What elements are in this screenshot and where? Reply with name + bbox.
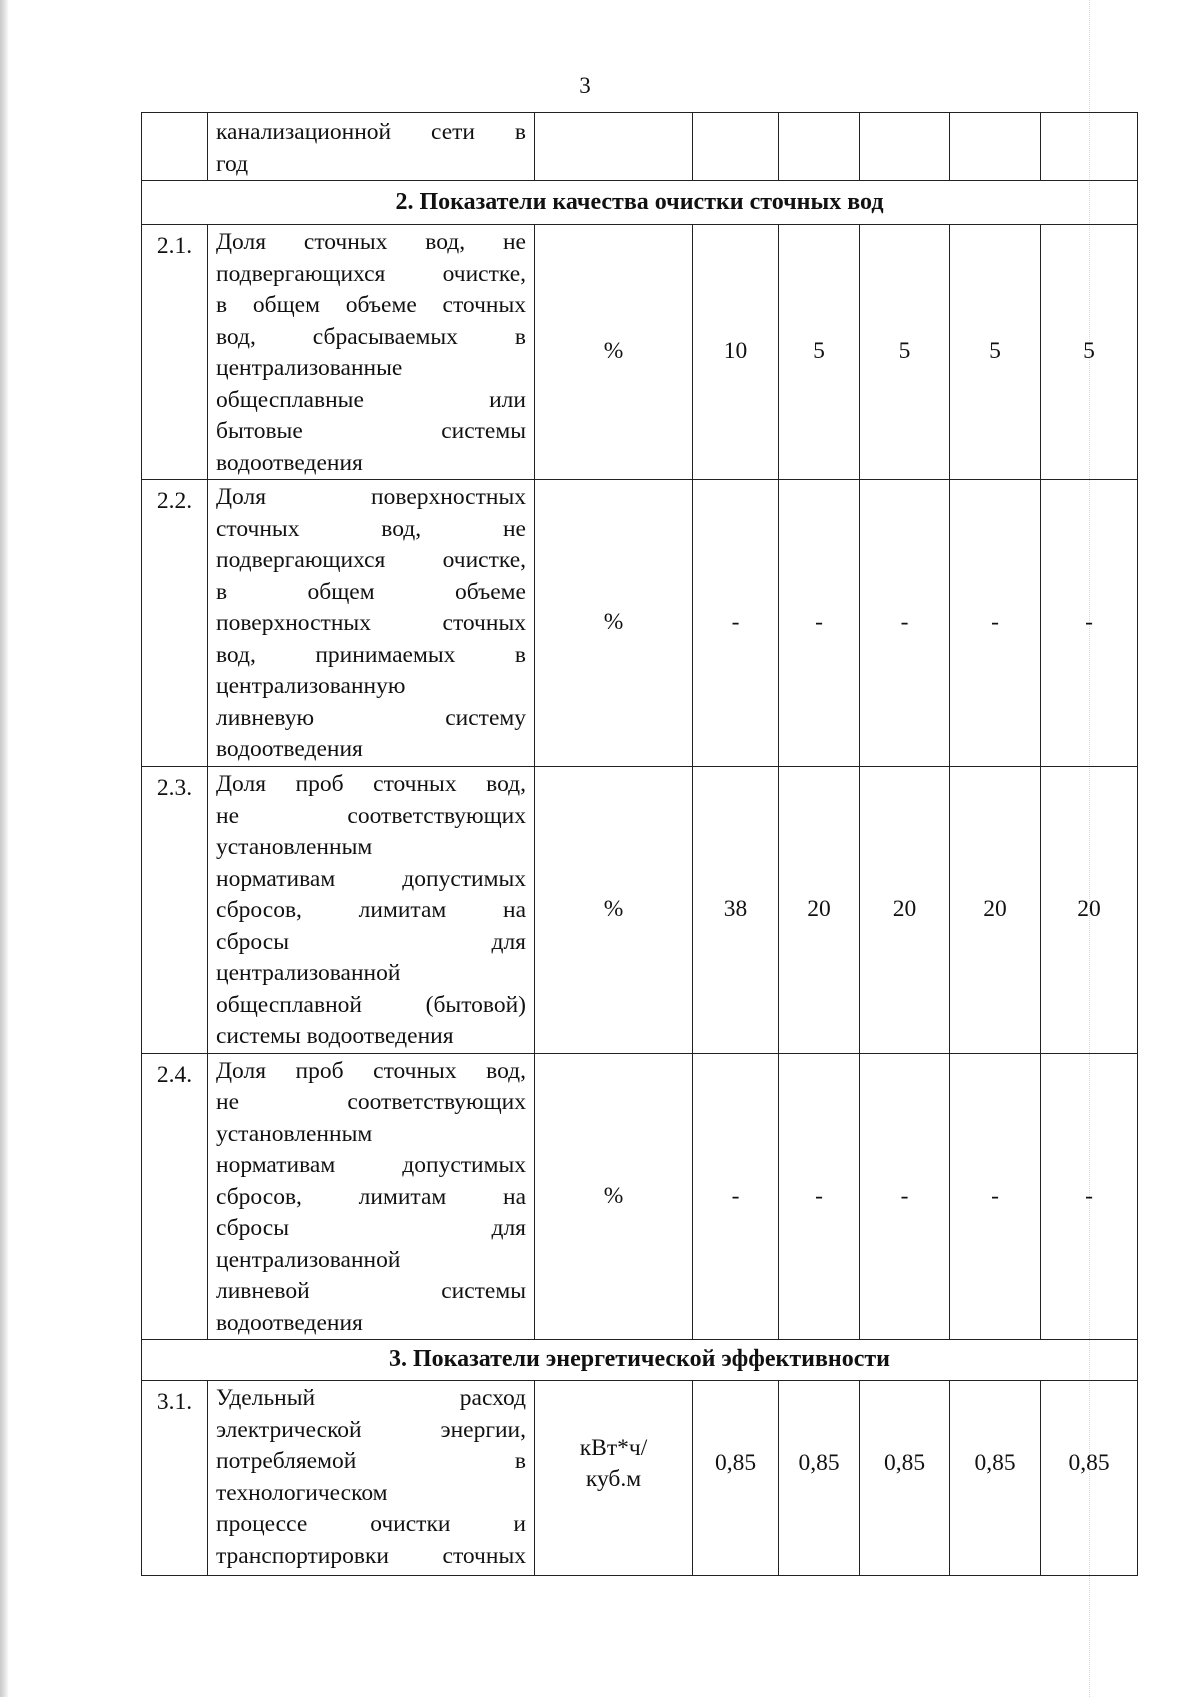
indicator-text-line: сбросов, лимитам на	[216, 897, 526, 923]
scan-edge-left	[0, 0, 9, 1697]
indicator-text-line: системы водоотведения	[216, 1023, 454, 1049]
table-row	[142, 1053, 1138, 1340]
table-row	[142, 225, 1138, 480]
cell-value: 5	[1041, 225, 1138, 480]
indicator-text-line: канализационной сети в	[216, 119, 526, 145]
indicator-text-line: установленным	[216, 834, 373, 860]
cell-value: -	[693, 1053, 779, 1340]
table-row-continuation	[142, 113, 1138, 181]
cell-value	[950, 113, 1041, 181]
indicator-text-line: ливневой системы	[216, 1278, 526, 1304]
indicator-text-line: нормативам допустимых	[216, 865, 526, 892]
cell-num: 2.1.	[142, 225, 208, 480]
cell-value: 0,85	[779, 1381, 860, 1576]
indicator-text-line: технологическом	[216, 1479, 388, 1506]
indicator-text-line: подвергающихся очистке,	[216, 260, 526, 287]
indicator-text-line: транспортировки сточных	[216, 1542, 526, 1569]
cell-value	[860, 113, 950, 181]
indicator-text-line: в общем объеме сточных	[216, 292, 526, 318]
section-title: 3. Показатели энергетической эффективности	[142, 1340, 1138, 1381]
cell-value: -	[693, 480, 779, 767]
indicator-text-line: бытовые системы	[216, 418, 526, 444]
cell-num	[142, 113, 208, 181]
cell-value: 5	[779, 225, 860, 480]
cell-value	[1041, 113, 1138, 181]
cell-value: 5	[860, 225, 950, 480]
cell-indicator-name	[208, 1053, 535, 1340]
cell-value: 0,85	[693, 1381, 779, 1576]
cell-unit	[535, 1381, 693, 1576]
indicator-text-line: сточных вод, не	[216, 515, 526, 542]
cell-value: 20	[950, 767, 1041, 1054]
indicator-text-line: централизованные	[216, 355, 403, 381]
cell-value: 10	[693, 225, 779, 480]
unit-line: куб.м	[585, 1466, 642, 1492]
indicator-text-line: Доля проб сточных вод,	[216, 771, 526, 797]
indicator-text-line: нормативам допустимых	[216, 1152, 526, 1178]
indicator-text-line: общесплавные или	[216, 386, 526, 413]
indicator-text-line: водоотведения	[216, 1309, 363, 1336]
cell-value: 5	[950, 225, 1041, 480]
cell-value: -	[950, 1053, 1041, 1340]
section-title: 2. Показатели качества очистки сточных вод	[142, 181, 1138, 225]
cell-value: -	[779, 480, 860, 767]
indicator-text-line: водоотведения	[216, 736, 363, 762]
table-row	[142, 1381, 1138, 1576]
cell-unit	[535, 113, 693, 181]
cell-indicator-name	[208, 225, 535, 480]
cell-unit: %	[535, 480, 693, 767]
cell-indicator-name	[208, 480, 535, 767]
table-row	[142, 767, 1138, 1054]
section-heading-row	[142, 181, 1138, 225]
indicator-text-line: сбросы для	[216, 1215, 526, 1241]
cell-value: 20	[779, 767, 860, 1054]
indicator-text-line: Удельный расход	[216, 1385, 526, 1411]
indicator-text-line: год	[216, 150, 249, 177]
cell-value: 0,85	[950, 1381, 1041, 1576]
table-row	[142, 480, 1138, 767]
cell-num: 3.1.	[142, 1381, 208, 1576]
indicator-text-line: централизованной	[216, 960, 401, 986]
cell-value: -	[1041, 480, 1138, 767]
indicator-text-line: не соответствующих	[216, 1089, 526, 1115]
cell-num: 2.2.	[142, 480, 208, 767]
cell-num: 2.3.	[142, 767, 208, 1054]
section-heading-row	[142, 1340, 1138, 1381]
indicator-text-line: Доля поверхностных	[216, 484, 526, 510]
cell-unit: %	[535, 225, 693, 480]
cell-unit: %	[535, 1053, 693, 1340]
indicator-text-line: централизованную	[216, 673, 406, 699]
cell-value: 38	[693, 767, 779, 1054]
cell-value: 20	[1041, 767, 1138, 1054]
cell-value: -	[860, 1053, 950, 1340]
indicator-text-line: подвергающихся очистке,	[216, 547, 526, 573]
cell-value: 0,85	[860, 1381, 950, 1576]
cell-indicator-name	[208, 1381, 535, 1576]
indicator-text-line: вод, принимаемых в	[216, 641, 526, 668]
cell-indicator-name	[208, 767, 535, 1054]
indicator-text-line: установленным	[216, 1120, 373, 1147]
cell-value: -	[1041, 1053, 1138, 1340]
cell-value	[779, 113, 860, 181]
indicator-text-line: поверхностных сточных	[216, 610, 526, 636]
indicator-text-line: процессе очистки и	[216, 1511, 526, 1537]
indicator-text-line: не соответствующих	[216, 802, 526, 829]
cell-num: 2.4.	[142, 1053, 208, 1340]
indicator-text-line: ливневую систему	[216, 704, 526, 731]
indicator-text-line: в общем объеме	[216, 578, 526, 605]
indicator-text-line: водоотведения	[216, 449, 363, 476]
cell-value: -	[860, 480, 950, 767]
indicator-text-line: вод, сбрасываемых в	[216, 323, 526, 350]
indicator-text-line: общесплавной (бытовой)	[216, 991, 526, 1018]
cell-value: 20	[860, 767, 950, 1054]
cell-value	[693, 113, 779, 181]
cell-value: -	[779, 1053, 860, 1340]
indicator-text-line: сбросов, лимитам на	[216, 1183, 526, 1210]
indicators-table	[141, 112, 1138, 1576]
cell-value: 0,85	[1041, 1381, 1138, 1576]
indicator-text-line: потребляемой в	[216, 1448, 526, 1474]
page-number: 3	[579, 73, 591, 98]
indicator-text-line: централизованной	[216, 1246, 401, 1273]
indicator-text-line: Доля проб сточных вод,	[216, 1057, 526, 1084]
indicator-text-line: Доля сточных вод, не	[216, 229, 526, 255]
unit-line: кВт*ч/	[579, 1434, 648, 1461]
cell-unit: %	[535, 767, 693, 1054]
indicator-text-line: сбросы для	[216, 928, 526, 955]
cell-value: -	[950, 480, 1041, 767]
indicator-text-line: электрической энергии,	[216, 1416, 526, 1443]
cell-indicator-name	[208, 113, 535, 181]
